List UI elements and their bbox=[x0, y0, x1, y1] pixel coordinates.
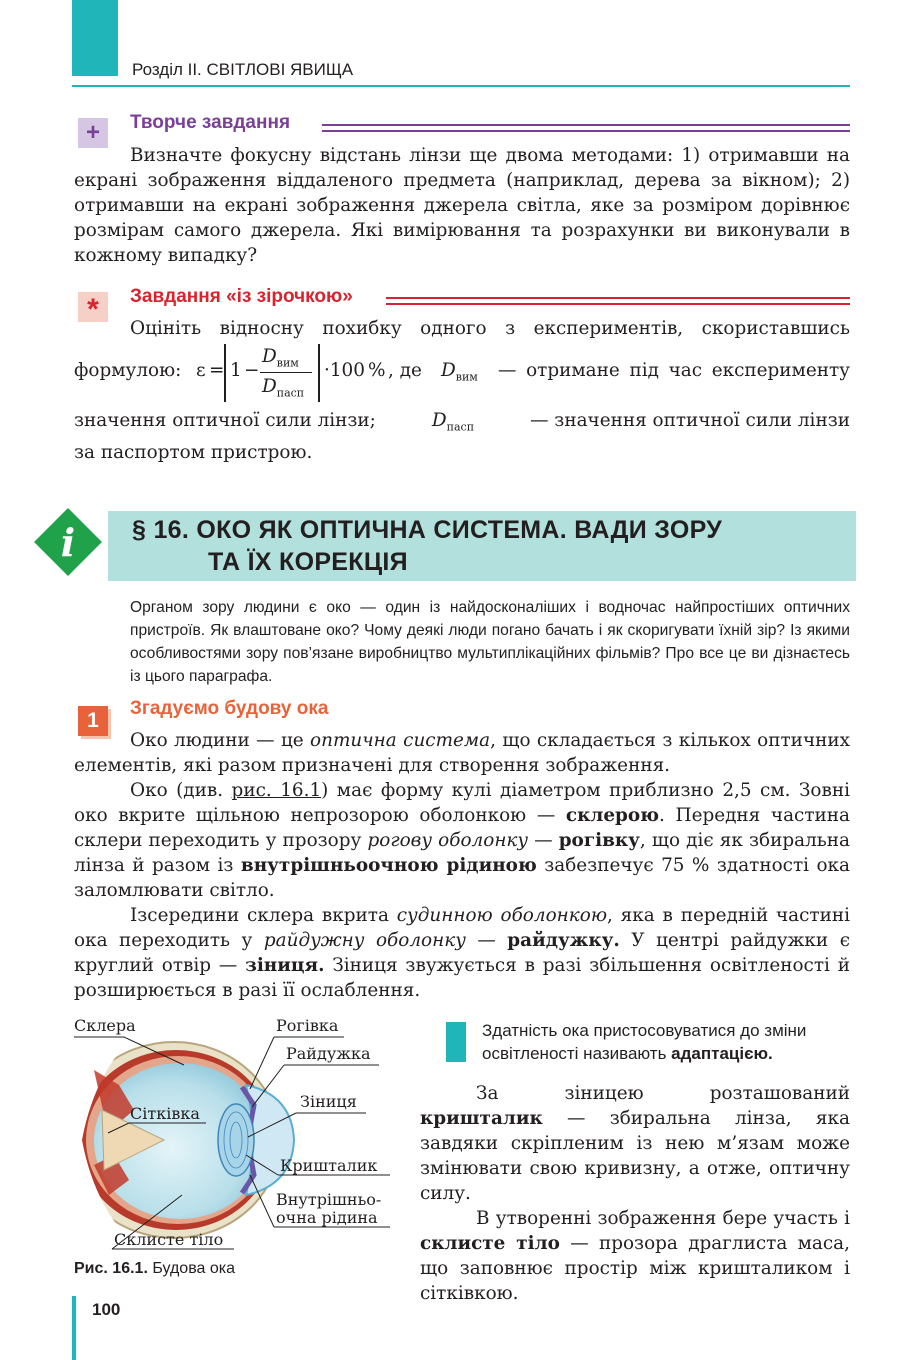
label-vitreous: Склисте тіло bbox=[114, 1230, 224, 1249]
formula-denominator: $D_{пасп}$ bbox=[262, 376, 305, 400]
section-title bbox=[132, 514, 832, 578]
label-fluid-1: Внутрішньо- bbox=[276, 1190, 382, 1209]
body-paragraph-3: Ізсередини склера вкрита судинною оболонкою, яка в передній частині ока переходить у райдужну оболонку — райдужку. У центрі райдужки є круглий отвір — зіниця. Зіниця звужується в разі збільшення освітленості й розширюється в разі її ослаблення. bbox=[74, 905, 851, 1001]
d-pasp-symbol: $D_{пасп}$ bbox=[431, 410, 475, 434]
formula-epsilon: ε bbox=[196, 360, 206, 381]
creative-task-rule bbox=[322, 124, 850, 132]
section-title-line2: ТА ЇХ КОРЕКЦІЯ bbox=[208, 548, 408, 576]
label-pupil: Зіниця bbox=[300, 1092, 357, 1111]
header-tab bbox=[72, 0, 118, 76]
info-i-letter: i bbox=[60, 520, 76, 565]
formula-minus: − bbox=[244, 360, 260, 381]
section-title-line1: § 16. ОКО ЯК ОПТИЧНА СИСТЕМА. ВАДИ ЗОРУ bbox=[132, 516, 723, 544]
abs-bar-right bbox=[318, 344, 320, 402]
section-intro-text: Органом зору людини є око — один із найдосконаліших і водночас найпростіших оптичних пристроїв. Як влаштоване око? Чому деякі люди погано бачать і як скоригувати їхній зір? Із якими особливостями зору пов’язане виробництво мультиплікаційних фільмів? Про все це ви дізнаєтесь із цього параграфа. bbox=[130, 599, 850, 685]
formula-times: ·100 bbox=[324, 360, 365, 381]
abs-bar-left bbox=[224, 344, 226, 402]
formula-percent: % bbox=[368, 360, 386, 381]
d-pasp-description: — значення оптичної сили лінзи bbox=[530, 410, 850, 431]
label-retina: Сітківка bbox=[130, 1104, 200, 1123]
label-fluid-2: очна рідина bbox=[276, 1208, 378, 1227]
formula-lead: формулою: bbox=[74, 360, 182, 381]
subsection-number: 1 bbox=[78, 706, 108, 736]
page-number: 100 bbox=[92, 1300, 121, 1319]
creative-task-paragraph: Визначте фокусну відстань лінзи ще двома методами: 1) отримавши на екрані зображення віддаленого предмета (наприклад, дерева за вікном); 2) отримавши на екрані зображення джерела світла, яке за розміром дорівнює розмірам самого джерела. Які вимірювання та розрахунки ви виконували в кожному випадку? bbox=[74, 145, 850, 266]
formula-equals: = bbox=[209, 360, 225, 381]
label-lens: Кришталик bbox=[280, 1156, 378, 1175]
eye-diagram bbox=[74, 1015, 404, 1255]
body-text bbox=[74, 728, 850, 1003]
star-task-title: Завдання «із зірочкою» bbox=[130, 286, 353, 307]
star-task-line1: Оцініть відносну похибку одного з експериментів, скориставшись bbox=[130, 318, 850, 339]
section-label: Розділ ІІ. СВІТЛОВІ ЯВИЩА bbox=[132, 60, 354, 79]
asterisk-icon: * bbox=[78, 292, 108, 322]
right-paragraph-1: За зіницею розташований кришталик — збиральна лінза, яка завдяки скріпленим із нею м’язам може змінювати свою кривизну, а отже, оптичну силу. bbox=[420, 1083, 850, 1204]
right-column-text bbox=[420, 1081, 850, 1306]
d-vym-description: — отримане під час експерименту bbox=[498, 360, 850, 381]
label-iris: Райдужка bbox=[286, 1044, 371, 1063]
header-rule bbox=[72, 85, 850, 87]
lens-shape bbox=[218, 1104, 254, 1176]
body-paragraph-2: Око (див. рис. 16.1) має форму кулі діаметром приблизно 2,5 см. Зовні око вкрите щільною непрозорою оболонкою — склерою. Передня частина склери переходить у прозору рогову оболонку — рогівку, що діє як збиральна лінза й разом із внутрішньоочною рідиною забезпечує 75 % здатності ока заломлювати світло. bbox=[74, 780, 851, 901]
star-line3-start: значення оптичної сили лінзи; bbox=[74, 410, 376, 431]
footer-bar bbox=[72, 1296, 76, 1360]
fraction-line bbox=[260, 372, 312, 373]
definition-bar bbox=[446, 1022, 466, 1062]
section-intro bbox=[130, 596, 850, 688]
plus-icon: + bbox=[78, 118, 108, 148]
star-line4: за паспортом пристрою. bbox=[74, 441, 313, 463]
formula-after: , де bbox=[388, 360, 422, 381]
star-task-rest bbox=[74, 408, 850, 465]
definition-text: Здатність ока пристосовуватися до зміни освітленості називають адаптацією. bbox=[482, 1021, 807, 1063]
figure-link[interactable]: рис. 16.1 bbox=[231, 780, 322, 801]
d-vym-symbol: $D_{вим}$ bbox=[441, 360, 478, 384]
formula-numerator: $D_{вим}$ bbox=[262, 346, 299, 370]
formula-one: 1 bbox=[230, 360, 242, 381]
formula-row bbox=[74, 340, 850, 406]
body-paragraph-1: Око людини — це оптична система, що складається з кількох оптичних елементів, які разом призначені для створення зображення. bbox=[74, 730, 850, 776]
label-sclera: Склера bbox=[74, 1016, 136, 1035]
creative-task-title: Творче завдання bbox=[130, 112, 291, 133]
creative-task-text bbox=[74, 143, 850, 268]
label-cornea: Рогівка bbox=[276, 1016, 339, 1035]
figure-caption: Рис. 16.1. Будова ока bbox=[74, 1260, 236, 1277]
star-task-rule bbox=[386, 297, 850, 305]
subsection-title: Згадуємо будову ока bbox=[130, 698, 329, 719]
right-paragraph-2: В утворенні зображення бере участь і склисте тіло — прозора драглиста маса, що заповнює простір між кришталиком і сітківкою. bbox=[420, 1208, 850, 1304]
